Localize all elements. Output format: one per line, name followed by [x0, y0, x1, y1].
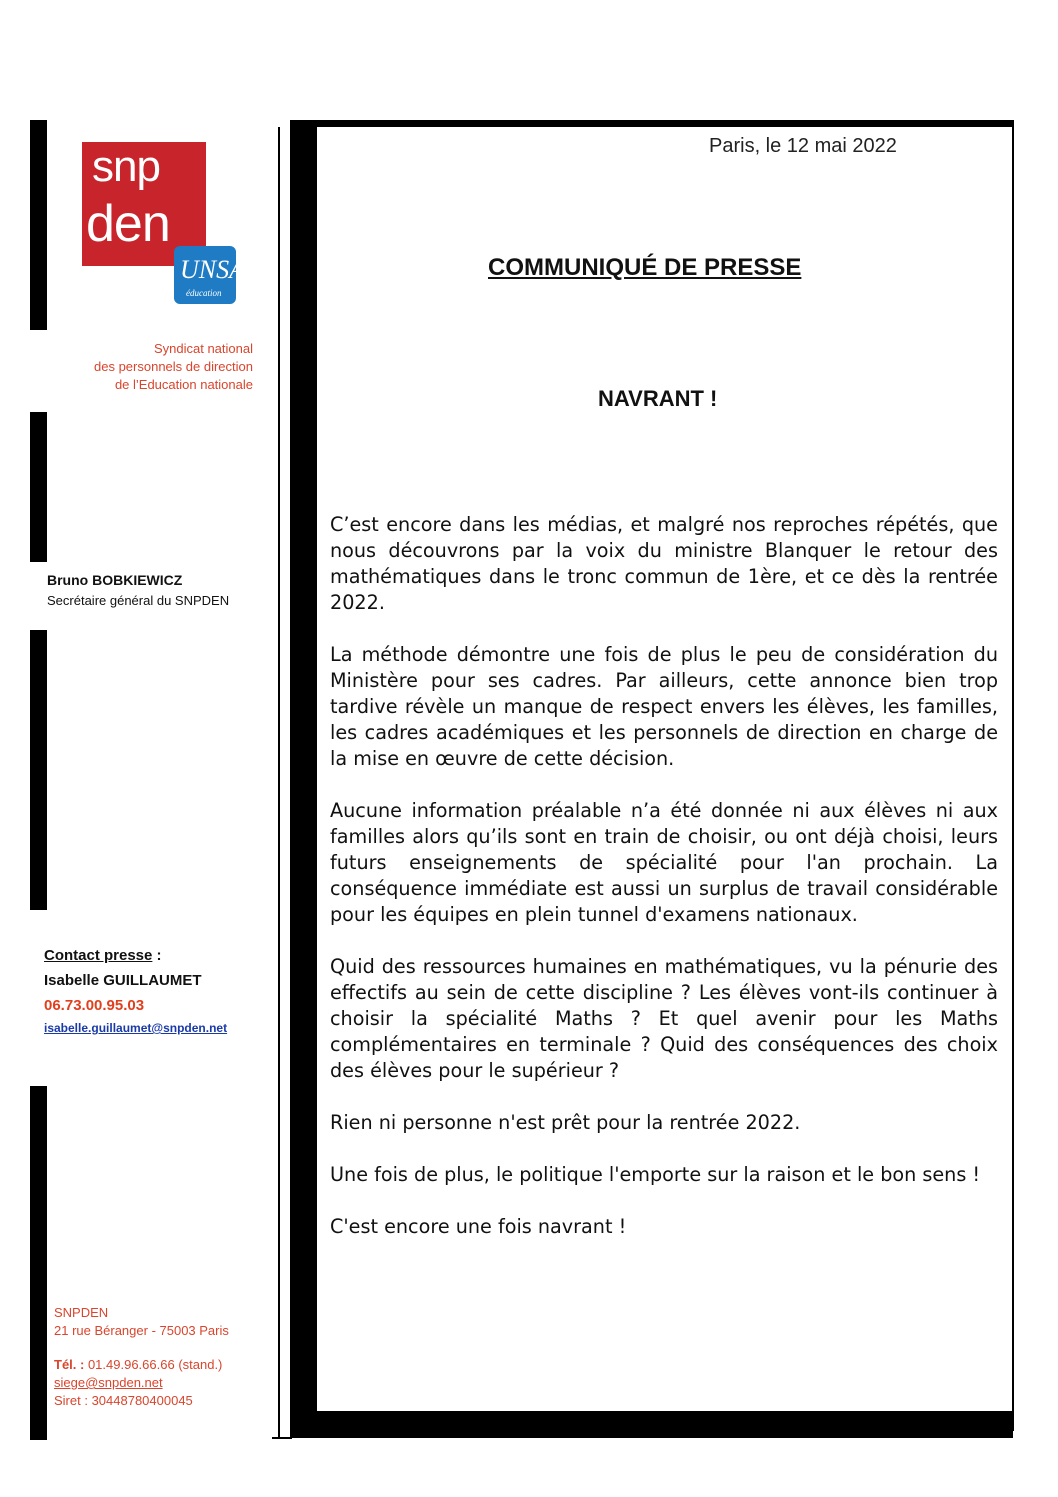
- address-tel: [54, 1356, 229, 1374]
- body-paragraph: Quid des ressources humaines en mathématiques, vu la pénurie des effectifs au sein de cette discipline ? Les élèves vont-ils continuer à choisir la spécialité Maths ? Et quel avenir pour les Maths complémentaires en terminale ? Quid des conséquences des choix des élèves pour le supérieur ?: [330, 955, 998, 1082]
- body-paragraph: Une fois de plus, le politique l'emporte sur la raison et le bon sens !: [330, 1163, 981, 1186]
- press-contact: [44, 943, 227, 1038]
- address-email-link[interactable]: siege@snpden.net: [54, 1375, 163, 1390]
- address-org: SNPDEN: [54, 1305, 109, 1320]
- sidebar-bar-segment: [30, 120, 47, 330]
- address-block: [54, 1304, 229, 1410]
- sidebar-bar-segment: [30, 630, 47, 910]
- address-street: 21 rue Béranger - 75003 Paris: [54, 1323, 229, 1338]
- press-release-body: [330, 512, 998, 1266]
- logo-text-line2: den: [86, 195, 170, 253]
- frame-border: [1012, 120, 1014, 1431]
- unsa-logo-text: UNSA: [180, 255, 245, 284]
- address-siret: Siret : 30448780400045: [54, 1393, 193, 1408]
- frame-border: [290, 120, 317, 1438]
- secretary-name: Bruno BOBKIEWICZ: [47, 572, 183, 588]
- frame-border: [290, 120, 1013, 127]
- svg-text:UNSA: [180, 255, 245, 284]
- org-line: des personnels de direction: [94, 359, 253, 374]
- sidebar-bar-segment: [30, 412, 47, 562]
- unsa-logo-subtext: éducation: [186, 288, 222, 298]
- headline: NAVRANT !: [598, 386, 718, 411]
- frame-border: [272, 1437, 292, 1439]
- contact-title-suffix: :: [152, 947, 162, 964]
- sidebar-bar-segment: [30, 1086, 47, 1440]
- contact-email-link[interactable]: isabelle.guillaumet@snpden.net: [44, 1021, 228, 1035]
- contact-heading: [44, 943, 227, 968]
- body-paragraph: Rien ni personne n'est prêt pour la rentrée 2022.: [330, 1111, 801, 1134]
- contact-phone: 06.73.00.95.03: [44, 997, 145, 1014]
- unsa-logo: [172, 244, 245, 306]
- contact-name: Isabelle GUILLAUMET: [44, 972, 202, 989]
- document-date: Paris, le 12 mai 2022: [709, 135, 897, 157]
- frame-border: [290, 1411, 1013, 1438]
- contact-title: Contact presse: [44, 947, 153, 964]
- document-type-title: COMMUNIQUÉ DE PRESSE: [488, 254, 802, 281]
- secretary-role: Secrétaire général du SNPDEN: [47, 593, 230, 608]
- organization-description: [50, 340, 253, 394]
- address-tel-label: Tél. :: [54, 1357, 85, 1372]
- frame-border: [278, 127, 280, 1438]
- body-paragraph: Aucune information préalable n’a été donnée ni aux élèves ni aux familles alors qu’ils sont en train de choisir, ou ont déjà choisi, leurs futurs enseignements de spécialité pour l'an prochain. La conséquence immédiate est aussi un surplus de travail considérable pour les équipes en plein tunnel d'examens nationaux.: [330, 799, 998, 926]
- address-tel-number: 01.49.96.66.66 (stand.): [84, 1357, 223, 1372]
- body-paragraph: La méthode démontre une fois de plus le peu de considération du Ministère pour ses cadres. Par ailleurs, cette annonce bien trop tardive révèle un manque de respect envers les élèves, les familles, les cadres académiques et les personnels de direction en charge de la mise en œuvre de cette décision.: [330, 643, 998, 770]
- logo-text-line1: snp: [92, 142, 160, 191]
- org-line: Syndicat national: [153, 341, 253, 356]
- svg-text:éducation: [186, 288, 222, 298]
- body-paragraph: C’est encore dans les médias, et malgré nos reproches répétés, que nous découvrons par la voix du ministre Blanquer le retour des mathématiques dans le tronc commun de 1ère, et ce dès la rentrée 2022.: [330, 513, 998, 614]
- body-paragraph: C'est encore une fois navrant !: [330, 1215, 627, 1238]
- org-line: de l’Education nationale: [114, 377, 253, 392]
